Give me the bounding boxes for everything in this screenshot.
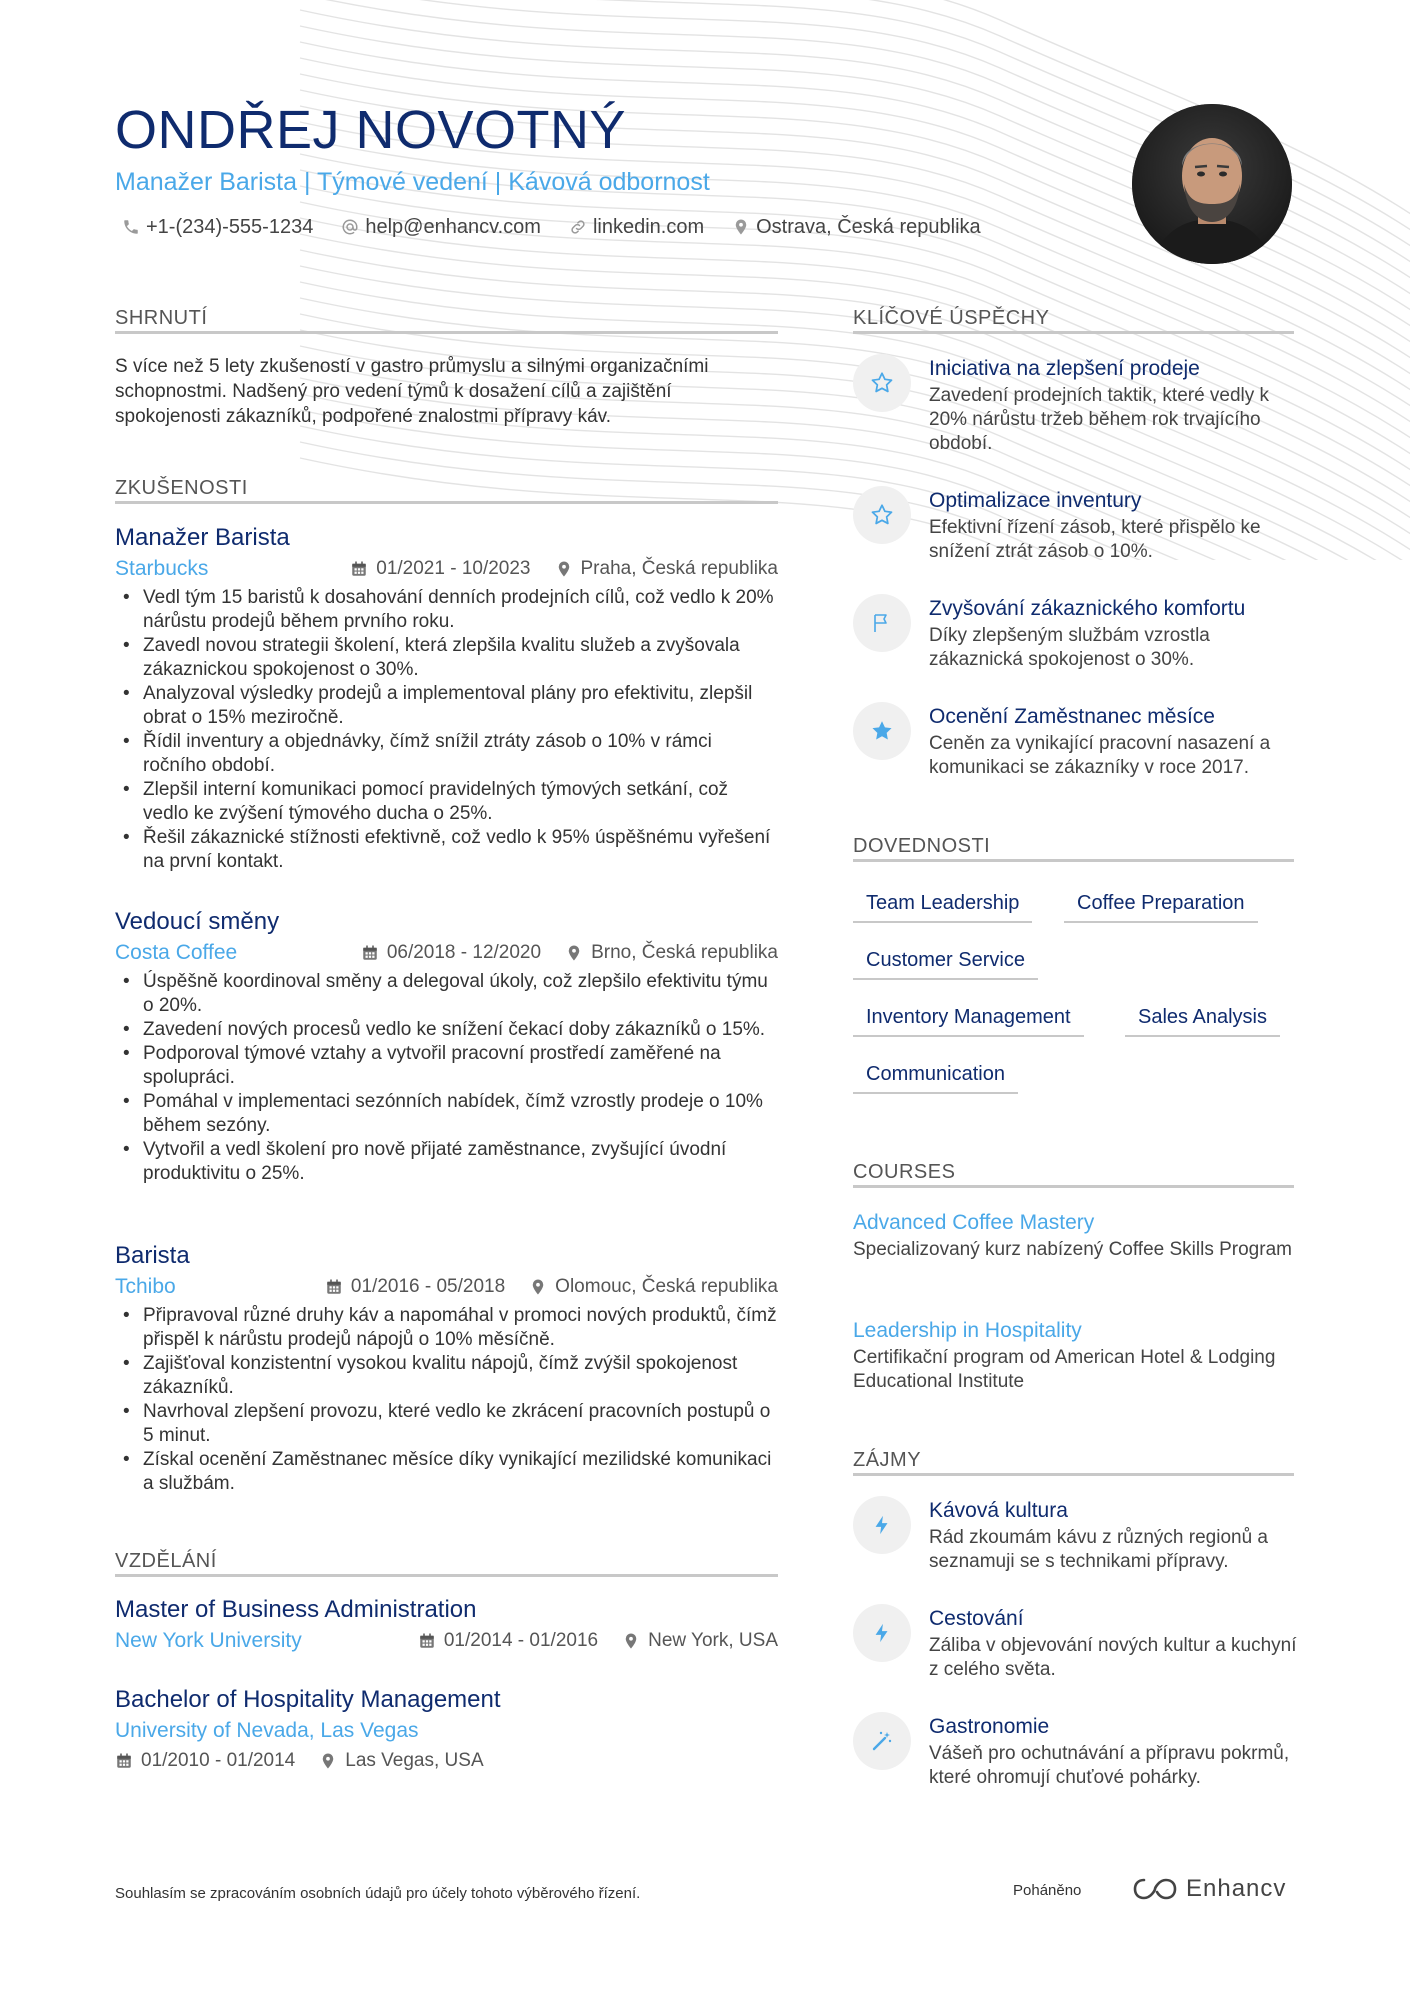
achievement-title: Zvyšování zákaznického komfortu [929, 597, 1246, 620]
interest-item [853, 1604, 1297, 1704]
job-bullets [115, 970, 778, 1186]
job-dates: 06/2018 - 12/2020 [386, 942, 542, 963]
contact-email[interactable] [341, 212, 541, 242]
list-item: • Vytvořil a vedl školení pro nově přijaté zaměstnance, zvyšující úvodní produktivitu o 25%. [115, 1138, 778, 1186]
list-item: • Řešil zákaznické stížnosti efektivně, což vedlo k 95% úspěšnému vyřešení na první kontakt. [115, 826, 778, 874]
degree-title: Bachelor of Hospitality Management [115, 1686, 501, 1713]
contact-linkedin[interactable] [569, 212, 704, 242]
courses-divider [853, 1185, 1294, 1188]
list-item: • Navrhoval zlepšení provozu, které vedlo ke zkrácení pracovních postupů o 5 minut. [115, 1400, 778, 1448]
map-pin-icon [565, 944, 583, 962]
education-location: New York, USA [648, 1630, 778, 1651]
skill-tag: Communication [853, 1056, 1018, 1094]
infinity-logo-icon [1132, 1876, 1178, 1902]
skill-tag: Sales Analysis [1125, 999, 1280, 1037]
course-desc: Specializovaný kurz nabízený Coffee Skills Program [853, 1239, 1292, 1260]
phone-icon [122, 218, 140, 236]
calendar-icon [361, 944, 379, 962]
interest-desc: Rád zkoumám kávu z různých regionů a seznamuji se s technikami přípravy. [929, 1527, 1268, 1572]
list-item: • Připravoval různé druhy káv a napomáhal v promoci nových produktů, čímž přispěl k nárůstu prodejů nápojů o 10% měsíčně. [115, 1304, 778, 1352]
summary-text: S více než 5 lety zkušeností v gastro průmyslu a silnými organizačními schopnostmi. Nadšený pro vedení týmů k dosažení cílů a zajištění spokojenosti zákazníků, podpořené znalostmi přípravy káv. [115, 356, 709, 427]
experience-divider [115, 501, 778, 504]
education-meta-row [115, 1626, 778, 1656]
calendar-icon [350, 560, 368, 578]
achievement-item [853, 594, 1294, 694]
phone-text: +1-(234)-555-1234 [146, 216, 314, 238]
map-pin-icon [319, 1752, 337, 1770]
list-item: • Analyzoval výsledky prodejů a implementoval plány pro efektivitu, zlepšil obrat o 15% meziročně. [115, 682, 778, 730]
courses-heading: COURSES [853, 1161, 956, 1183]
achievement-desc: Efektivní řízení zásob, které přispělo ke snížení ztrát zásob o 10%. [929, 517, 1261, 562]
job-dates: 01/2021 - 10/2023 [376, 558, 531, 579]
experience-heading: ZKUŠENOSTI [115, 477, 248, 499]
summary-heading: SHRNUTÍ [115, 307, 208, 329]
achievement-title: Optimalizace inventury [929, 489, 1142, 512]
course-item [853, 1316, 1294, 1394]
map-pin-icon [529, 1278, 547, 1296]
education-location: Las Vegas, USA [345, 1750, 484, 1771]
job-title: Barista [115, 1242, 190, 1269]
skill-tag: Customer Service [853, 942, 1038, 980]
achievement-desc: Zavedení prodejních taktik, které vedly k 20% nárůstu tržeb během rok trvajícího období. [929, 385, 1270, 454]
magic-wand-icon [853, 1712, 911, 1770]
bolt-icon [853, 1604, 911, 1662]
skills-heading: DOVEDNOSTI [853, 835, 991, 857]
achievement-desc: Ceněn za vynikající pracovní nasazení a komunikaci se zákazníky v roce 2017. [929, 733, 1271, 778]
star-filled-icon [853, 702, 911, 760]
job-title: Manažer Barista [115, 524, 290, 551]
job-dates: 01/2016 - 05/2018 [350, 1276, 506, 1297]
calendar-icon [325, 1278, 343, 1296]
job-bullets [115, 586, 778, 874]
star-outline-icon [853, 354, 911, 412]
achievement-item [853, 702, 1294, 802]
star-outline-icon [853, 486, 911, 544]
education-heading: VZDĚLÁNÍ [115, 1550, 217, 1572]
job-bullets [115, 1304, 778, 1496]
list-item: • Získal ocenění Zaměstnanec měsíce díky vynikající mezilidské komunikaci a službám. [115, 1448, 778, 1496]
job-location: Olomouc, Česká republika [555, 1276, 778, 1297]
list-item: • Zavedení nových procesů vedlo ke snížení čekací doby zákazníků o 15%. [115, 1018, 778, 1042]
education-divider [115, 1574, 778, 1577]
list-item: • Zavedl novou strategii školení, která zlepšila kvalitu služeb a zvyšovala zákaznickou spokojenost o 30%. [115, 634, 778, 682]
location-text: Ostrava, Česká republika [756, 216, 981, 238]
interests-heading: ZÁJMY [853, 1449, 922, 1471]
company-name: Costa Coffee [115, 941, 238, 964]
interest-item [853, 1712, 1294, 1812]
contact-bar [122, 212, 981, 242]
enhancv-logo[interactable] [1132, 1875, 1286, 1903]
job-location: Brno, Česká republika [591, 942, 778, 963]
list-item: • Úspěšně koordinoval směny a delegoval úkoly, což zlepšilo efektivitu týmu o 20%. [115, 970, 778, 1018]
interest-title: Cestování [929, 1607, 1024, 1630]
candidate-tagline: Manažer Barista | Týmové vedení | Kávová odbornost [115, 168, 710, 196]
school-name: New York University [115, 1629, 302, 1652]
job-meta-row [115, 1272, 778, 1302]
brand-name: Enhancv [1186, 1875, 1287, 1902]
skill-tag: Inventory Management [853, 999, 1084, 1037]
powered-by-label: Poháněno [1013, 1882, 1082, 1899]
job-entry [115, 1240, 778, 1496]
bolt-icon [853, 1496, 911, 1554]
job-meta-row [115, 938, 778, 968]
interest-desc: Vášeň pro ochutnávání a přípravu pokrmů, které ohromují chuťové pohárky. [929, 1743, 1290, 1788]
summary-divider [115, 331, 778, 334]
at-icon [341, 218, 359, 236]
education-dates: 01/2014 - 01/2016 [443, 1630, 599, 1651]
list-item: • Zajišťoval konzistentní vysokou kvalitu nápojů, čímž zvýšil spokojenost zákazníků. [115, 1352, 778, 1400]
course-item [853, 1208, 1294, 1262]
job-location: Praha, Česká republika [580, 558, 778, 579]
company-name: Starbucks [115, 557, 209, 580]
achievement-item [853, 486, 1294, 586]
email-text: help@enhancv.com [365, 216, 541, 238]
calendar-icon [418, 1632, 436, 1650]
company-name: Tchibo [115, 1275, 176, 1298]
education-entry [115, 1684, 778, 1776]
contact-phone[interactable] [122, 212, 313, 242]
achievements-heading: KLÍČOVÉ ÚSPĚCHY [853, 307, 1050, 329]
list-item: • Pomáhal v implementaci sezónních nabídek, čímž vzrostly prodeje o 10% během sezóny. [115, 1090, 778, 1138]
skill-tag: Coffee Preparation [1064, 885, 1258, 923]
course-title: Advanced Coffee Mastery [853, 1211, 1095, 1234]
list-item: • Podporoval týmové vztahy a vytvořil pracovní prostředí zaměřené na spolupráci. [115, 1042, 778, 1090]
achievement-desc: Díky zlepšeným službám vzrostla zákaznická spokojenost o 30%. [929, 625, 1210, 670]
achievement-title: Iniciativa na zlepšení prodeje [929, 357, 1200, 380]
map-pin-icon [622, 1632, 640, 1650]
consent-text: Souhlasím se zpracováním osobních údajů pro účely tohoto výběrového řízení. [115, 1885, 641, 1902]
achievements-divider [853, 331, 1294, 334]
link-icon [569, 218, 587, 236]
interest-desc: Záliba v objevování nových kultur a kuchyní z celého světa. [929, 1635, 1297, 1680]
skill-tag: Team Leadership [853, 885, 1032, 923]
achievement-title: Ocenění Zaměstnanec měsíce [929, 705, 1215, 728]
list-item: • Zlepšil interní komunikaci pomocí pravidelných týmových setkání, což vedlo ke zvýšení týmového ducha o 25%. [115, 778, 778, 826]
job-entry [115, 522, 778, 874]
calendar-icon [115, 1752, 133, 1770]
job-entry [115, 906, 778, 1186]
interest-title: Gastronomie [929, 1715, 1050, 1738]
interests-divider [853, 1473, 1294, 1476]
list-item: • Řídil inventury a objednávky, čímž snížil ztráty zásob o 10% v rámci ročního období. [115, 730, 778, 778]
profile-photo [1132, 104, 1292, 264]
education-entry [115, 1594, 778, 1656]
course-title: Leadership in Hospitality [853, 1319, 1082, 1342]
skills-divider [853, 859, 1294, 862]
contact-location [732, 212, 981, 242]
school-name: University of Nevada, Las Vegas [115, 1719, 419, 1742]
map-pin-icon [555, 560, 573, 578]
linkedin-text: linkedin.com [592, 216, 705, 238]
degree-title: Master of Business Administration [115, 1596, 477, 1623]
course-desc: Certifikační program od American Hotel & Lodging Educational Institute [853, 1347, 1276, 1392]
job-title: Vedoucí směny [115, 908, 280, 935]
job-meta-row [115, 554, 778, 584]
map-pin-icon [732, 218, 750, 236]
education-dates: 01/2010 - 01/2014 [141, 1750, 296, 1771]
interest-item [853, 1496, 1294, 1596]
interest-title: Kávová kultura [929, 1499, 1068, 1522]
candidate-name: ONDŘEJ NOVOTNÝ [115, 100, 627, 160]
achievement-item [853, 354, 1294, 454]
flag-icon [853, 594, 911, 652]
education-meta-row [115, 1746, 778, 1776]
list-item: • Vedl tým 15 baristů k dosahování denních prodejních cílů, což vedlo k 20% nárůstu prodejů během prvního roku. [115, 586, 778, 634]
